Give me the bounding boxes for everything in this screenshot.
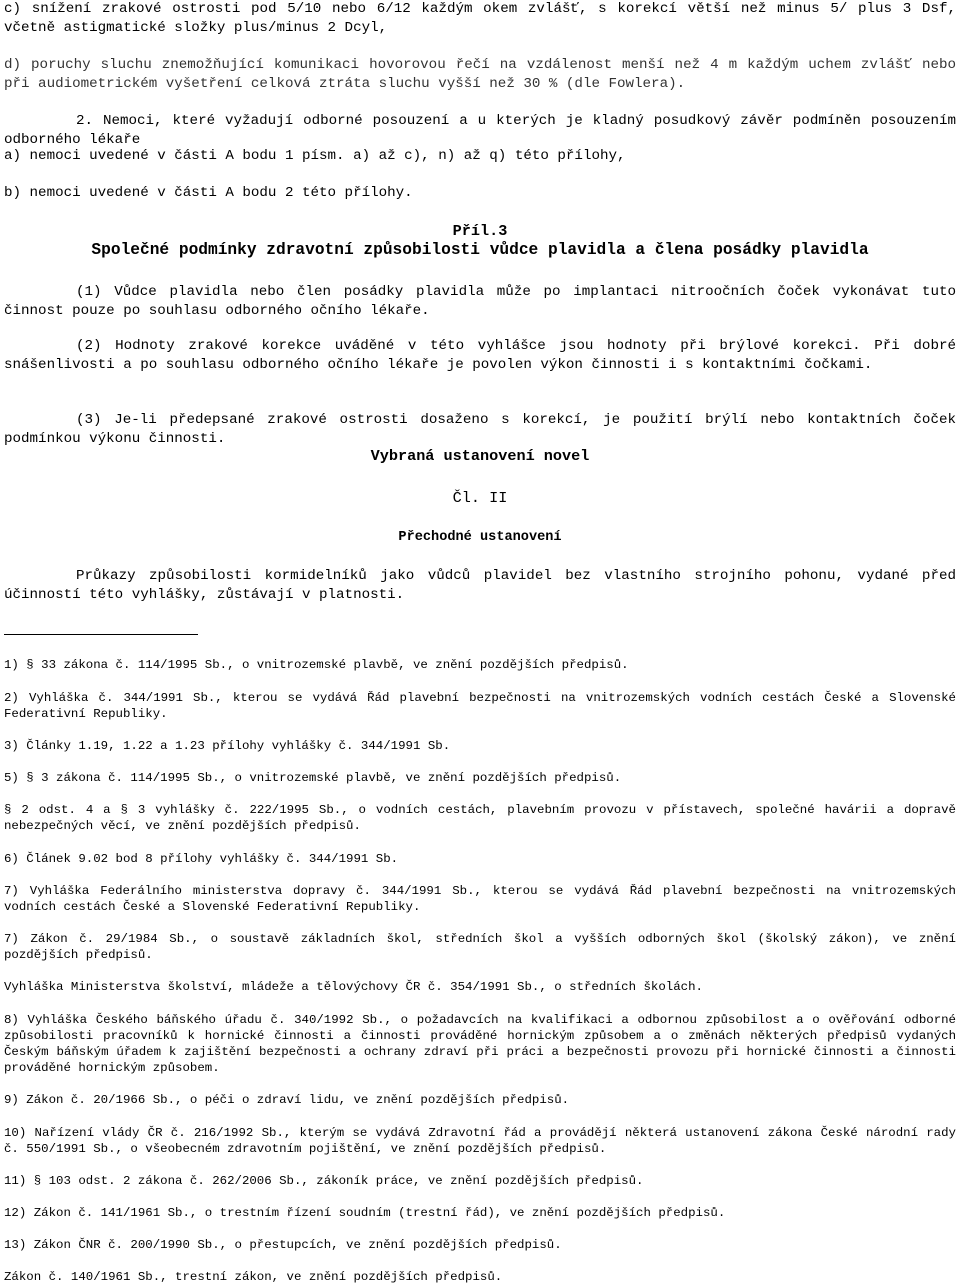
- footnote-8: 8) Vyhláška Českého báňského úřadu č. 340/1992 Sb., o požadavcích na kvalifikaci a odbornou způsobilost a o ověřování odborné způsobilosti pracovníků k hornické činnosti a činnosti prováděné hornickým způsobem a o změnách některých předpisů vydaných Českým báňským úřadem k zajištění bezpečnosti a ochrany zdraví při práci a bezpečnosti provozu při hornické činnosti a činnosti prováděné hornickým způsobem.: [4, 1013, 956, 1075]
- footnote-3: 3) Články 1.19, 1.22 a 1.23 přílohy vyhlášky č. 344/1991 Sb.: [4, 739, 451, 753]
- annex-label: Příl.3: [452, 222, 508, 240]
- annex-title: Společné podmínky zdravotní způsobilosti vůdce plavidla a člena posádky plavidla: [91, 241, 869, 259]
- annex-para-2: (2) Hodnoty zrakové korekce uváděné v této vyhlášce jsou hodnoty při brýlové korekci. Při dobré snášenlivosti a po souhlasu odborného očního lékaře je povolen výkon činnosti i s kontaktními čočkami.: [4, 338, 956, 373]
- section-2-a: a) nemoci uvedené v části A bodu 1 písm. a) až c), n) až q) této přílohy,: [4, 148, 626, 164]
- footnote-2: 2) Vyhláška č. 344/1991 Sb., kterou se vydává Řád plavební bezpečnosti na vnitrozemských vodních cestách České a Slovenské Federativní Republiky.: [4, 691, 956, 721]
- footnote-6: 6) Článek 9.02 bod 8 přílohy vyhlášky č. 344/1991 Sb.: [4, 852, 399, 866]
- novels-subheading: Přechodné ustanovení: [398, 530, 562, 545]
- item-c: c) snížení zrakové ostrosti pod 5/10 nebo 6/12 každým okem zvlášť, s korekcí větší než minus 5/ plus 3 Dsf, včetně astigmatické složky plus/minus 2 Dcyl,: [4, 1, 956, 36]
- novels-paragraph: Průkazy způsobilosti kormidelníků jako vůdců plavidel bez vlastního strojního pohonu, vydané před účinností této vyhlášky, zůstávají v platnosti.: [4, 568, 956, 603]
- footnote-7b-cont: Vyhláška Ministerstva školství, mládeže a tělovýchovy ČR č. 354/1991 Sb., o středních školách.: [4, 980, 703, 994]
- novels-heading: Vybraná ustanovení novel: [370, 447, 590, 465]
- footnote-7b: 7) Zákon č. 29/1984 Sb., o soustavě základních škol, středních škol a vyšších odborných škol (školský zákon), ve znění pozdějších předpisů.: [4, 932, 956, 962]
- footnote-13-cont: Zákon č. 140/1961 Sb., trestní zákon, ve znění pozdějších předpisů.: [4, 1270, 503, 1284]
- annex-para-3: (3) Je-li předepsané zrakové ostrosti dosaženo s korekcí, je použití brýlí nebo kontaktních čoček podmínkou výkonu činnosti.: [4, 412, 956, 447]
- footnote-7a: 7) Vyhláška Federálního ministerstva dopravy č. 344/1991 Sb., kterou se vydává Řád plavební bezpečnosti na vnitrozemských vodních cestách České a Slovenské Federativní Republiky.: [4, 884, 956, 914]
- item-d: d) poruchy sluchu znemožňující komunikaci hovorovou řečí na vzdálenost menší než 4 m každým uchem zvlášť nebo při audiometrickém vyšetření celková ztráta sluchu vyšší než 30 % (dle Fowlera).: [4, 57, 956, 92]
- section-2-b: b) nemoci uvedené v části A bodu 2 této přílohy.: [4, 185, 413, 201]
- footnote-12: 12) Zákon č. 141/1961 Sb., o trestním řízení soudním (trestní řád), ve znění pozdějších předpisů.: [4, 1206, 726, 1220]
- novels-article: Čl. II: [452, 489, 508, 507]
- footnote-separator: [4, 634, 198, 635]
- footnote-11: 11) § 103 odst. 2 zákona č. 262/2006 Sb., zákoník práce, ve znění pozdějších předpisů.: [4, 1174, 644, 1188]
- annex-para-1: (1) Vůdce plavidla nebo člen posádky plavidla může po implantaci nitroočních čoček vykonávat tuto činnost pouze po souhlasu odborného očního lékaře.: [4, 284, 956, 319]
- footnote-13: 13) Zákon ČNR č. 200/1990 Sb., o přestupcích, ve znění pozdějších předpisů.: [4, 1238, 562, 1252]
- section-2: 2. Nemoci, které vyžadují odborné posouzení a u kterých je kladný posudkový závěr podmíněn posouzením odborného lékaře: [4, 113, 956, 148]
- footnote-5: 5) § 3 zákona č. 114/1995 Sb., o vnitrozemské plavbě, ve znění pozdějších předpisů.: [4, 771, 622, 785]
- footnote-10: 10) Nařízení vlády ČR č. 216/1992 Sb., kterým se vydává Zdravotní řád a provádějí některá ustanovení zákona České národní rady č. 550/1991 Sb., o všeobecném zdravotním pojištění, ve znění pozdějších předpisů.: [4, 1126, 956, 1156]
- footnote-9: 9) Zákon č. 20/1966 Sb., o péči o zdraví lidu, ve znění pozdějších předpisů.: [4, 1093, 570, 1107]
- footnote-1: 1) § 33 zákona č. 114/1995 Sb., o vnitrozemské plavbě, ve znění pozdějších předpisů.: [4, 658, 629, 672]
- footnote-5-cont: § 2 odst. 4 a § 3 vyhlášky č. 222/1995 Sb., o vodních cestách, plavebním provozu v přístavech, společné havárii a dopravě nebezpečných věcí, ve znění pozdějších předpisů.: [4, 803, 956, 833]
